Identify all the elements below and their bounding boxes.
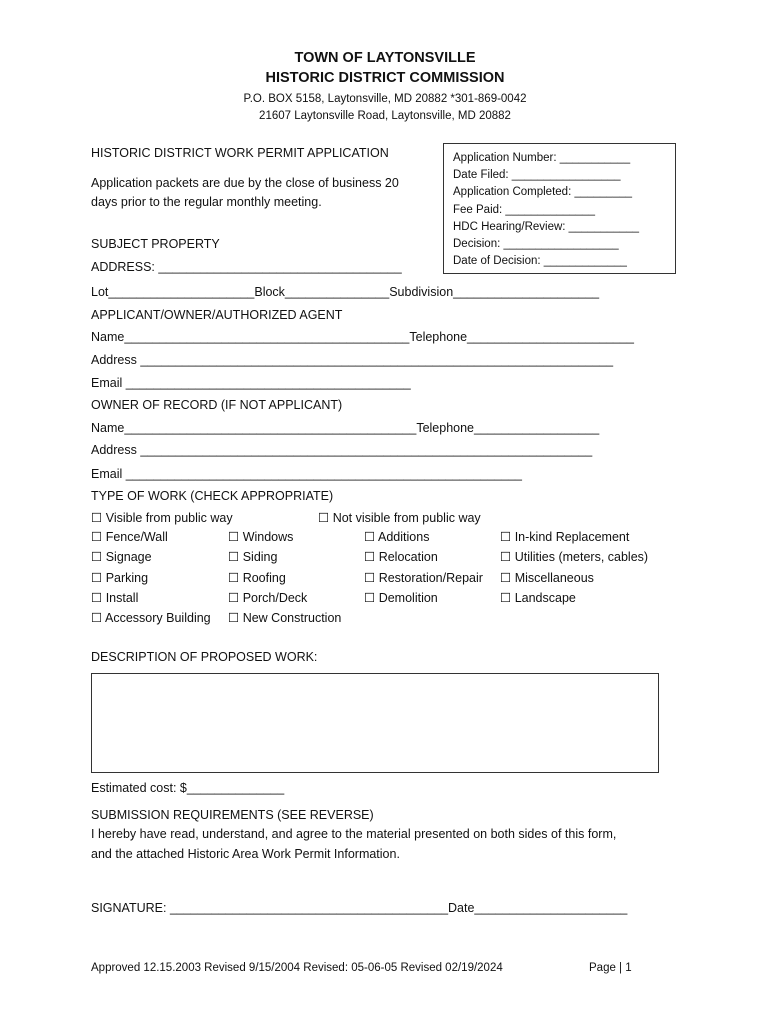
- due-note-line1: Application packets are due by the close of business 20: [91, 176, 399, 190]
- checkbox-label: Demolition: [378, 591, 438, 605]
- checkbox-visible-public-way[interactable]: [91, 510, 233, 525]
- checkbox-landscape[interactable]: [500, 590, 576, 605]
- checkbox-icon: ☐: [91, 591, 103, 605]
- checkbox-utilities[interactable]: [500, 549, 648, 564]
- application-completed-field[interactable]: Application Completed: _________: [453, 186, 633, 199]
- estimated-cost-field[interactable]: Estimated cost: $______________: [91, 781, 285, 795]
- date-of-decision-field[interactable]: Date of Decision: _____________: [453, 255, 627, 268]
- due-note-line2: days prior to the regular monthly meeting.: [91, 195, 322, 209]
- description-heading: DESCRIPTION OF PROPOSED WORK:: [91, 650, 318, 664]
- applicant-email-field[interactable]: Email _________________________________________: [91, 376, 411, 390]
- revision-history: Approved 12.15.2003 Revised 9/15/2004 Revised: 05-06-05 Revised 02/19/2024: [91, 962, 503, 974]
- checkbox-in-kind-replacement[interactable]: [500, 529, 629, 544]
- checkbox-icon: ☐: [500, 591, 512, 605]
- checkbox-label: Install: [105, 591, 139, 605]
- checkbox-icon: ☐: [91, 571, 103, 585]
- checkbox-siding[interactable]: [228, 549, 277, 564]
- property-address-field[interactable]: ADDRESS: ___________________________________: [91, 260, 402, 274]
- checkbox-icon: ☐: [228, 550, 240, 564]
- date-filed-field[interactable]: Date Filed: _________________: [453, 169, 621, 182]
- checkbox-icon: ☐: [228, 591, 240, 605]
- lot-block-subdivision-field[interactable]: Lot_____________________Block_______________Subdivision_____________________: [91, 285, 600, 299]
- checkbox-icon: ☐: [500, 530, 512, 544]
- checkbox-roofing[interactable]: [228, 570, 286, 585]
- checkbox-label: Utilities (meters, cables): [514, 550, 649, 564]
- applicant-heading: APPLICANT/OWNER/AUTHORIZED AGENT: [91, 308, 343, 322]
- description-textarea[interactable]: [91, 673, 659, 773]
- street-address: 21607 Laytonsville Road, Laytonsville, MD 20882: [259, 110, 511, 122]
- checkbox-new-construction[interactable]: [228, 610, 341, 625]
- checkbox-fence-wall[interactable]: [91, 529, 168, 544]
- checkbox-not-visible-public-way[interactable]: [318, 510, 481, 525]
- checkbox-label: In-kind Replacement: [514, 530, 630, 544]
- checkbox-miscellaneous[interactable]: [500, 570, 594, 585]
- agreement-statement-line2: and the attached Historic Area Work Permit Information.: [91, 847, 400, 861]
- checkbox-additions[interactable]: [364, 529, 429, 544]
- checkbox-label: Porch/Deck: [242, 591, 308, 605]
- application-heading: HISTORIC DISTRICT WORK PERMIT APPLICATION: [91, 146, 389, 160]
- owner-heading: OWNER OF RECORD (IF NOT APPLICANT): [91, 398, 343, 412]
- checkbox-icon: ☐: [500, 571, 512, 585]
- checkbox-icon: ☐: [228, 530, 240, 544]
- checkbox-label: Signage: [105, 550, 152, 564]
- agreement-statement-line1: I hereby have read, understand, and agree to the material presented on both sides of this form,: [91, 827, 617, 841]
- checkbox-icon: ☐: [91, 611, 103, 625]
- owner-address-field[interactable]: Address _________________________________________________________________: [91, 443, 593, 457]
- checkbox-icon: ☐: [91, 511, 103, 525]
- checkbox-label: Not visible from public way: [332, 511, 481, 525]
- checkbox-label: Windows: [242, 530, 294, 544]
- signature-date-field[interactable]: SIGNATURE: ________________________________________Date______________________: [91, 901, 628, 915]
- checkbox-windows[interactable]: [228, 529, 293, 544]
- checkbox-signage[interactable]: [91, 549, 152, 564]
- commission-title: HISTORIC DISTRICT COMMISSION: [265, 70, 505, 86]
- checkbox-label: Restoration/Repair: [378, 571, 483, 585]
- hdc-hearing-field[interactable]: HDC Hearing/Review: ___________: [453, 220, 640, 233]
- town-title: TOWN OF LAYTONSVILLE: [294, 50, 476, 66]
- checkbox-icon: ☐: [91, 550, 103, 564]
- checkbox-label: Visible from public way: [105, 511, 233, 525]
- checkbox-demolition[interactable]: [364, 590, 438, 605]
- checkbox-label: Roofing: [242, 571, 286, 585]
- checkbox-parking[interactable]: [91, 570, 148, 585]
- checkbox-icon: ☐: [228, 571, 240, 585]
- checkbox-label: New Construction: [242, 611, 342, 625]
- checkbox-install[interactable]: [91, 590, 138, 605]
- checkbox-porch-deck[interactable]: [228, 590, 307, 605]
- applicant-name-telephone-field[interactable]: Name_________________________________________Telephone________________________: [91, 330, 634, 344]
- checkbox-label: Additions: [378, 530, 430, 544]
- checkbox-icon: ☐: [364, 571, 376, 585]
- owner-email-field[interactable]: Email _________________________________________________________: [91, 467, 522, 481]
- subject-property-heading: SUBJECT PROPERTY: [91, 237, 220, 251]
- checkbox-icon: ☐: [364, 591, 376, 605]
- page-number: Page | 1: [589, 962, 632, 974]
- application-number-field[interactable]: Application Number: ___________: [453, 152, 631, 164]
- mailing-address: P.O. BOX 5158, Laytonsville, MD 20882 *301-869-0042: [243, 93, 527, 105]
- fee-paid-field[interactable]: Fee Paid: ______________: [453, 203, 595, 216]
- checkbox-restoration-repair[interactable]: [364, 570, 483, 585]
- checkbox-icon: ☐: [228, 611, 240, 625]
- checkbox-label: Fence/Wall: [105, 530, 168, 544]
- checkbox-label: Miscellaneous: [514, 571, 594, 585]
- applicant-address-field[interactable]: Address ____________________________________________________________________: [91, 353, 614, 367]
- type-of-work-heading: TYPE OF WORK (CHECK APPROPRIATE): [91, 489, 334, 503]
- checkbox-label: Accessory Building: [105, 611, 211, 625]
- owner-name-telephone-field[interactable]: Name__________________________________________Telephone__________________: [91, 421, 600, 435]
- checkbox-icon: ☐: [91, 530, 103, 544]
- checkbox-icon: ☐: [364, 530, 376, 544]
- decision-field[interactable]: Decision: __________________: [453, 238, 619, 251]
- submission-heading: SUBMISSION REQUIREMENTS (SEE REVERSE): [91, 808, 374, 822]
- checkbox-icon: ☐: [500, 550, 512, 564]
- checkbox-label: Landscape: [514, 591, 576, 605]
- checkbox-label: Parking: [105, 571, 149, 585]
- checkbox-label: Siding: [242, 550, 278, 564]
- checkbox-relocation[interactable]: [364, 549, 438, 564]
- checkbox-icon: ☐: [364, 550, 376, 564]
- checkbox-icon: ☐: [318, 511, 330, 525]
- checkbox-accessory-building[interactable]: [91, 610, 211, 625]
- office-use-box: [443, 143, 676, 274]
- checkbox-label: Relocation: [378, 550, 438, 564]
